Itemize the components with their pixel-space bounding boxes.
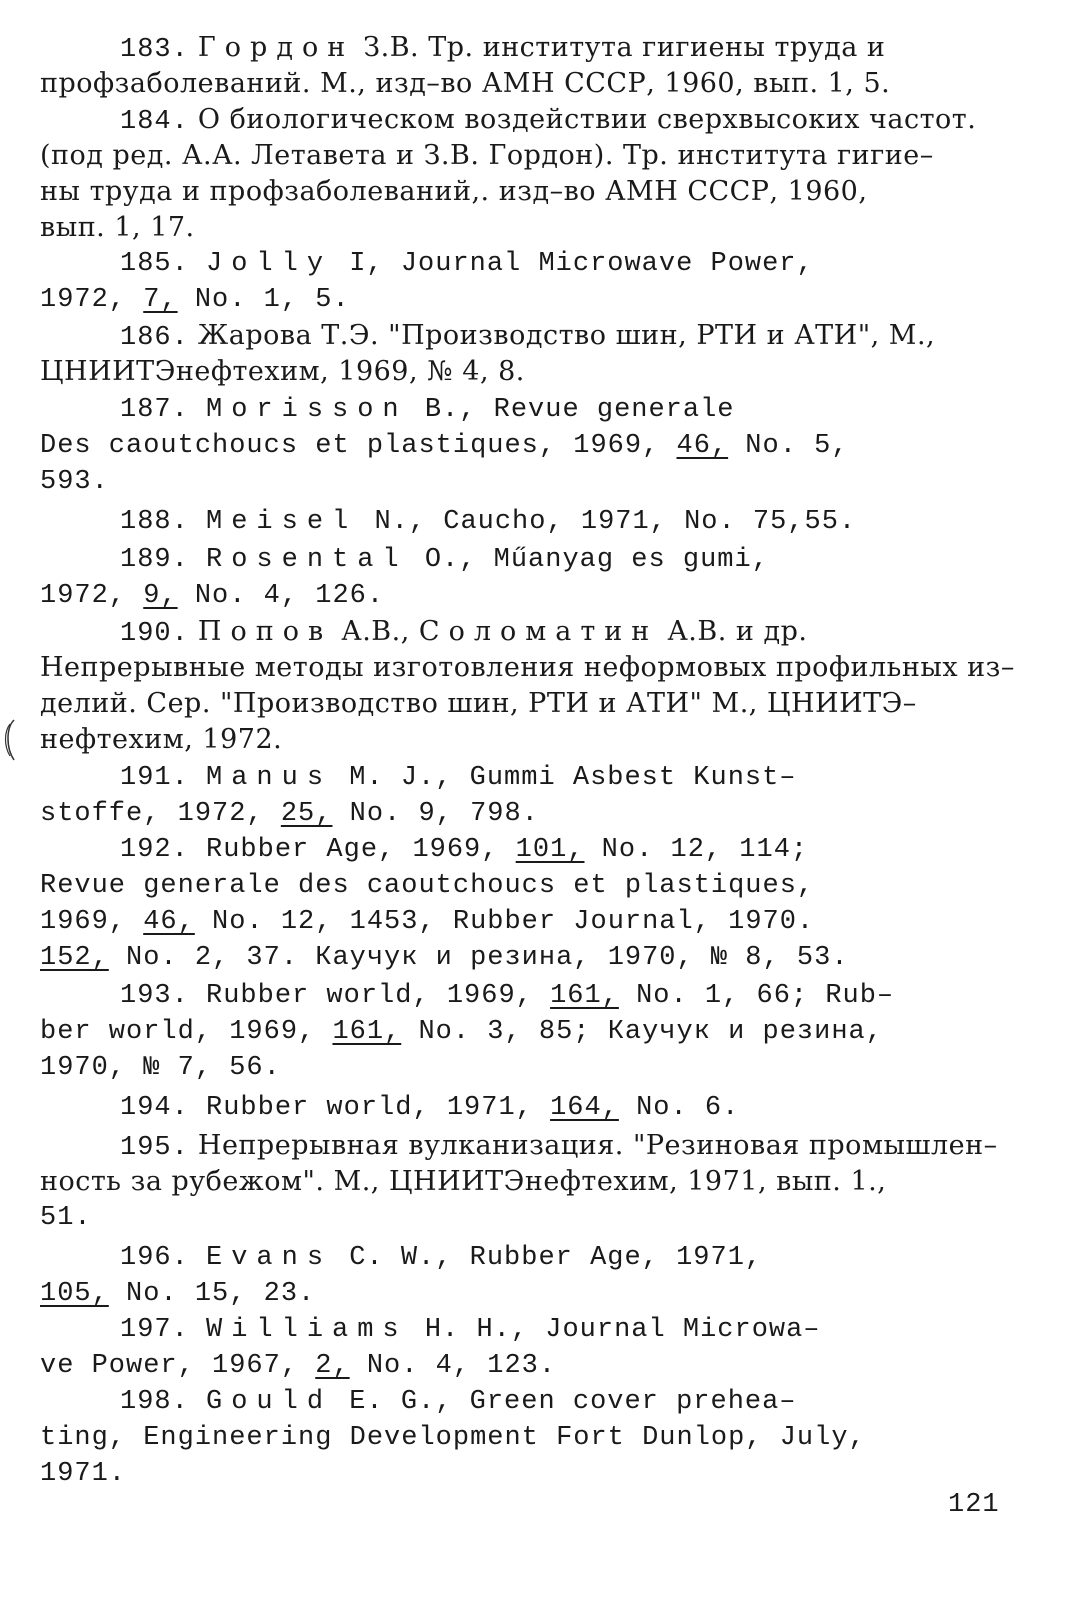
- ref-author: Gould: [206, 1387, 333, 1417]
- ref-author: Evans: [206, 1243, 333, 1273]
- ref-number: 196.: [120, 1243, 189, 1273]
- ref-text: Rubber world, 1969, 161, No. 1, 66; Rub–: [206, 981, 895, 1011]
- ref-number: 189.: [120, 545, 189, 575]
- ref-author: Morisson: [206, 395, 408, 425]
- ref-188-line-1: [40, 504, 856, 540]
- ref-text: Rubber Age, 1969, 101, No. 12, 114;: [206, 835, 809, 865]
- ref-186-line-2: ЦНИИТЭнефтехим, 1969, № 4, 8.: [40, 356, 525, 387]
- ref-194-line-1: [40, 1090, 739, 1126]
- ref-text: Тр. института гигиены труда и: [428, 32, 886, 63]
- ref-text: Journal Microwave Power,: [400, 249, 814, 279]
- page-number: 121: [948, 1490, 1000, 1520]
- ref-191-line-2: stoffe, 1972, 25, No. 9, 798.: [40, 799, 539, 829]
- volume-number: 46,: [143, 907, 195, 937]
- volume-number: 9,: [143, 581, 178, 611]
- ref-author-initials: А.В. и др.: [667, 616, 808, 647]
- ref-195-line-1: [40, 1128, 998, 1166]
- ref-196-line-2: 105, No. 15, 23.: [40, 1279, 316, 1309]
- ref-text: О биологическом воздействии сверхвысоких частот.: [197, 104, 977, 135]
- ref-author-initials: C. W.,: [349, 1243, 453, 1273]
- ref-number: 184.: [120, 107, 189, 137]
- ref-number: 198.: [120, 1387, 189, 1417]
- ref-number: 194.: [120, 1093, 189, 1123]
- ref-192-line-2: Revue generale des caoutchoucs et plastiques,: [40, 871, 815, 901]
- ref-number: 188.: [120, 507, 189, 537]
- ref-196-line-1: [40, 1240, 762, 1276]
- ref-number: 183.: [120, 35, 189, 65]
- ref-184-line-3: ны труда и профзаболеваний,. изд–во АМН СССР, 1960,: [40, 176, 868, 207]
- ref-198-line-1: [40, 1384, 797, 1420]
- ref-183-line-1: [40, 30, 885, 68]
- ref-193-line-3: 1970, № 7, 56.: [40, 1053, 281, 1083]
- ref-193-line-1: [40, 978, 894, 1014]
- ref-author-initials: А.В.,: [341, 616, 410, 647]
- ref-text: Caucho, 1971, No. 75,55.: [443, 507, 857, 537]
- ref-number: 187.: [120, 395, 189, 425]
- ref-author-initials: З.В.: [363, 32, 420, 63]
- volume-number: 105,: [40, 1279, 109, 1309]
- volume-number: 46,: [676, 431, 729, 461]
- ref-author: Соломатин: [418, 616, 659, 647]
- ref-author-initials: E. G.,: [349, 1387, 453, 1417]
- ref-184-line-1: [40, 102, 976, 140]
- ref-187-line-3: 593.: [40, 467, 109, 497]
- ref-190-line-1: [40, 614, 807, 652]
- ref-text: Gummi Asbest Kunst–: [469, 763, 797, 793]
- ref-text: Rubber world, 1971, 164, No. 6.: [206, 1093, 740, 1123]
- margin-bracket-mark: [2, 718, 16, 762]
- ref-author-initials: M. J.,: [349, 763, 453, 793]
- ref-author-initials: B.,: [424, 395, 477, 425]
- ref-author: Jolly: [206, 249, 333, 279]
- ref-text: Green cover preheа–: [469, 1387, 797, 1417]
- ref-number: 191.: [120, 763, 189, 793]
- volume-number: 2,: [315, 1351, 350, 1381]
- ref-191-line-1: [40, 760, 797, 796]
- ref-190-line-2: Непрерывные методы изготовления неформовых профильных из–: [40, 652, 1015, 683]
- ref-text: Жарова Т.Э. "Производство шин, РТИ и АТИ", М.,: [197, 320, 936, 351]
- ref-text: Непрерывная вулканизация. "Резиновая промышлен–: [197, 1130, 998, 1161]
- ref-author-initials: O.,: [424, 545, 477, 575]
- ref-author-initials: N.,: [374, 507, 427, 537]
- ref-198-line-3: 1971.: [40, 1459, 127, 1489]
- ref-197-line-2: ve Power, 1967, 2, No. 4, 123.: [40, 1351, 557, 1381]
- ref-184-line-4: вып. 1, 17.: [40, 212, 195, 243]
- ref-186-line-1: [40, 318, 935, 356]
- ref-author-initials: H. H.,: [424, 1315, 529, 1345]
- ref-189-line-2: 1972, 9, No. 4, 126.: [40, 581, 385, 611]
- ref-number: 186.: [120, 323, 189, 353]
- ref-193-line-2: ber world, 1969, 161, No. 3, 85; Каучук и резина,: [40, 1017, 883, 1047]
- volume-number: 7,: [143, 285, 178, 315]
- ref-number: 192.: [120, 835, 189, 865]
- ref-197-line-1: [40, 1312, 821, 1348]
- ref-185-line-1: [40, 246, 814, 282]
- volume-number: 152,: [40, 943, 109, 973]
- ref-185-line-2: 1972, 7, No. 1, 5.: [40, 285, 350, 315]
- ref-187-line-1: [40, 392, 735, 428]
- ref-author: Manus: [206, 763, 333, 793]
- ref-number: 195.: [120, 1133, 189, 1163]
- ref-author-initials: I,: [349, 249, 384, 279]
- volume-number: 161,: [332, 1017, 402, 1047]
- ref-author: Попов: [197, 616, 333, 647]
- ref-195-line-2: ность за рубежом". М., ЦНИИТЭнефтехим, 1971, вып. 1.,: [40, 1166, 887, 1197]
- volume-number: 25,: [280, 799, 333, 829]
- ref-text: Revue generale: [493, 395, 735, 425]
- ref-190-line-4: нефтехим, 1972.: [40, 724, 283, 755]
- ref-author: Rosental: [206, 545, 408, 575]
- ref-number: 185.: [120, 249, 189, 279]
- ref-author: Гордон: [197, 32, 355, 63]
- ref-198-line-2: ting, Engineering Development Fort Dunlop, July,: [40, 1423, 866, 1453]
- ref-author: Williams: [206, 1315, 408, 1345]
- ref-text: Műanyag es gumi,: [493, 545, 769, 575]
- ref-187-line-2: Des caoutchoucs et plastiques, 1969, 46, No. 5,: [40, 431, 849, 461]
- ref-184-line-2: (под ред. А.А. Летавета и З.В. Гордон). Тр. института гигие–: [40, 140, 934, 171]
- ref-author: Meisel: [206, 507, 358, 537]
- ref-text: Journal Microwa–: [545, 1315, 821, 1345]
- volume-number: 164,: [550, 1093, 619, 1123]
- volume-number: 161,: [550, 981, 619, 1011]
- ref-195-line-3: 51.: [40, 1203, 92, 1233]
- ref-192-line-1: [40, 832, 808, 868]
- volume-number: 101,: [515, 835, 585, 865]
- ref-number: 197.: [120, 1315, 189, 1345]
- ref-text: Rubber Age, 1971,: [469, 1243, 763, 1273]
- ref-183-line-2: профзаболеваний. М., изд–во АМН СССР, 1960, вып. 1, 5.: [40, 68, 891, 99]
- ref-number: 190.: [120, 619, 189, 649]
- ref-192-line-4: 152, No. 2, 37. Каучук и резина, 1970, № 8, 53.: [40, 943, 849, 973]
- ref-192-line-3: 1969, 46, No. 12, 1453, Rubber Journal, 1970.: [40, 907, 815, 937]
- ref-number: 193.: [120, 981, 189, 1011]
- ref-189-line-1: [40, 542, 769, 578]
- ref-190-line-3: делий. Сер. "Производство шин, РТИ и АТИ" М., ЦНИИТЭ–: [40, 688, 917, 719]
